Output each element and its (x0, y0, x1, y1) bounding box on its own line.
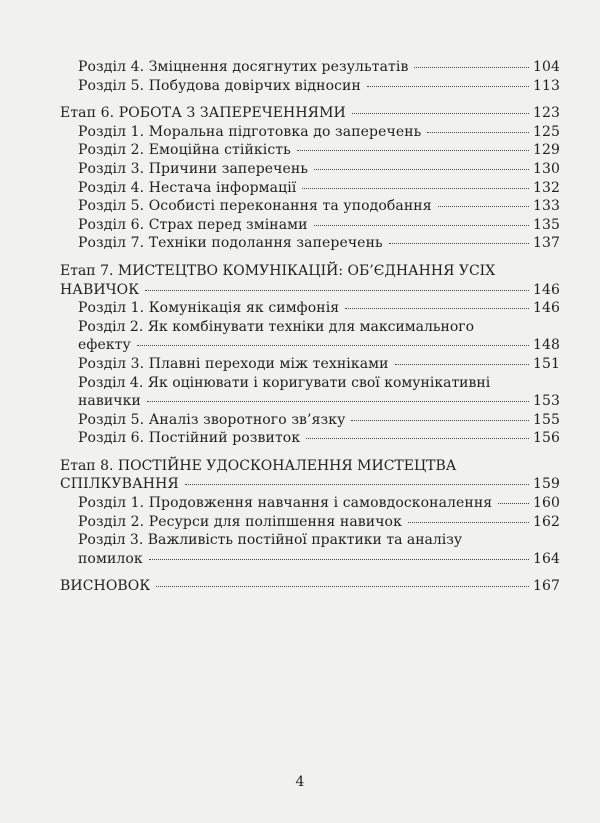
stage-heading (60, 104, 560, 123)
toc-entry-label-line-2: ефекту (78, 337, 131, 354)
toc-entry-label-line-1: Розділ 3. Важливість постійної практики та аналізу (78, 532, 463, 549)
toc-entry-page: 130 (532, 160, 560, 177)
stage-page: 159 (532, 476, 560, 493)
toc-entry (60, 160, 560, 179)
toc-entry-page: 153 (532, 393, 560, 410)
toc-entry-label: Розділ 2. Емоційна стійкість (78, 142, 291, 159)
toc-entry-page: 156 (532, 430, 560, 447)
toc-entry (60, 216, 560, 235)
toc-entry-label: Розділ 2. Ресурси для поліпшення навичок (78, 513, 402, 530)
dot-leader (389, 243, 529, 244)
dot-leader (156, 586, 529, 587)
toc-entry (60, 494, 560, 513)
toc-entry-label: Розділ 4. Нестача інформації (78, 179, 297, 196)
toc-entry-page: 132 (532, 179, 560, 196)
toc-stage-6 (60, 104, 560, 253)
stage-title: Етап 6. РОБОТА З ЗАПЕРЕЧЕННЯМИ (60, 105, 346, 122)
toc-continuation (60, 58, 560, 95)
toc-entry-label: Розділ 1. Комунікація як симфонія (78, 300, 340, 317)
toc-entry-page: 164 (532, 550, 560, 567)
toc-entry-page: 155 (532, 411, 560, 428)
table-of-contents (60, 58, 560, 605)
toc-entry (60, 336, 560, 355)
dot-leader (145, 290, 529, 291)
stage-title-line-2: СПІЛКУВАННЯ (60, 476, 179, 493)
dot-leader (314, 225, 529, 226)
stage-heading (60, 281, 560, 300)
toc-entry-label-line-2: навички (78, 393, 141, 410)
dot-leader (149, 559, 529, 560)
toc-entry-label: Розділ 5. Особисті переконання та уподобання (78, 198, 432, 215)
dot-leader (498, 503, 529, 504)
dot-leader (302, 188, 529, 189)
dot-leader (367, 86, 529, 87)
toc-entry-page: 129 (532, 142, 560, 159)
stage-title-line-1: Етап 7. МИСТЕЦТВО КОМУНІКАЦІЙ: ОБ’ЄДНАННЯ УСІХ (60, 262, 496, 279)
toc-entry-page: 146 (532, 300, 560, 317)
dot-leader (306, 438, 529, 439)
toc-entry-label-line-1: Розділ 4. Як оцінювати і коригувати свої комунікативні (78, 374, 491, 391)
toc-entry-label: Розділ 7. Техніки подолання заперечень (78, 235, 383, 252)
toc-entry (60, 392, 560, 411)
stage-heading (60, 475, 560, 494)
toc-stage-7 (60, 262, 560, 448)
toc-stage-8 (60, 457, 560, 569)
toc-entry-page: 133 (532, 198, 560, 215)
dot-leader (345, 308, 529, 309)
dot-leader (137, 345, 529, 346)
conclusion-title: ВИСНОВОК (60, 578, 151, 595)
toc-entry-page: 113 (532, 77, 560, 94)
toc-entry-label: Розділ 6. Постійний розвиток (78, 430, 301, 447)
toc-entry-label: Розділ 5. Аналіз зворотного зв’язку (78, 411, 346, 428)
dot-leader (427, 132, 529, 133)
toc-entry (60, 234, 560, 253)
toc-entry-page: 162 (532, 513, 560, 530)
toc-conclusion (60, 577, 560, 596)
toc-entry (60, 411, 560, 430)
dot-leader (408, 522, 529, 523)
stage-title-line-2: НАВИЧОК (60, 281, 140, 298)
toc-entry (60, 58, 560, 77)
toc-entry-label: Розділ 3. Плавні переходи між техніками (78, 355, 389, 372)
toc-entry (60, 123, 560, 142)
toc-entry-page: 104 (532, 59, 560, 75)
toc-entry-label: Розділ 5. Побудова довірчих відносин (78, 77, 361, 94)
toc-entry-label-line-1: Розділ 2. Як комбінувати техніки для максимального (78, 318, 475, 335)
toc-entry-page: 135 (532, 216, 560, 233)
toc-entry-label: Розділ 1. Моральна підготовка до заперечень (78, 123, 422, 140)
toc-entry-page: 148 (532, 337, 560, 354)
toc-entry (60, 77, 560, 96)
conclusion-page: 167 (532, 578, 560, 595)
toc-entry-page: 160 (532, 495, 560, 512)
toc-entry (60, 550, 560, 569)
dot-leader (314, 169, 529, 170)
toc-entry (60, 197, 560, 216)
stage-page: 123 (532, 105, 560, 122)
toc-entry (60, 141, 560, 160)
dot-leader (185, 484, 529, 485)
dot-leader (414, 67, 529, 68)
dot-leader (351, 420, 529, 421)
dot-leader (147, 401, 529, 402)
toc-entry (60, 513, 560, 532)
toc-entry (60, 299, 560, 318)
stage-heading (60, 577, 560, 596)
page-number: 4 (295, 774, 305, 790)
dot-leader (438, 206, 529, 207)
stage-title-line-1: Етап 8. ПОСТІЙНЕ УДОСКОНАЛЕННЯ МИСТЕЦТВА (60, 457, 457, 474)
dot-leader (352, 113, 529, 114)
toc-entry-page: 151 (532, 355, 560, 372)
toc-entry-page: 125 (532, 123, 560, 140)
dot-leader (395, 364, 529, 365)
toc-entry (60, 355, 560, 374)
toc-entry-label: Розділ 6. Страх перед змінами (78, 216, 308, 233)
toc-entry-page: 137 (532, 235, 560, 252)
stage-page: 146 (532, 281, 560, 298)
toc-entry-label: Розділ 3. Причини заперечень (78, 160, 309, 177)
toc-entry-label: Розділ 1. Продовження навчання і самовдосконалення (78, 495, 493, 512)
toc-entry (60, 179, 560, 198)
dot-leader (297, 150, 529, 151)
toc-entry-label: Розділ 4. Зміцнення досягнутих результатів (78, 59, 409, 75)
toc-entry (60, 429, 560, 448)
toc-entry-label-line-2: помилок (78, 550, 143, 567)
